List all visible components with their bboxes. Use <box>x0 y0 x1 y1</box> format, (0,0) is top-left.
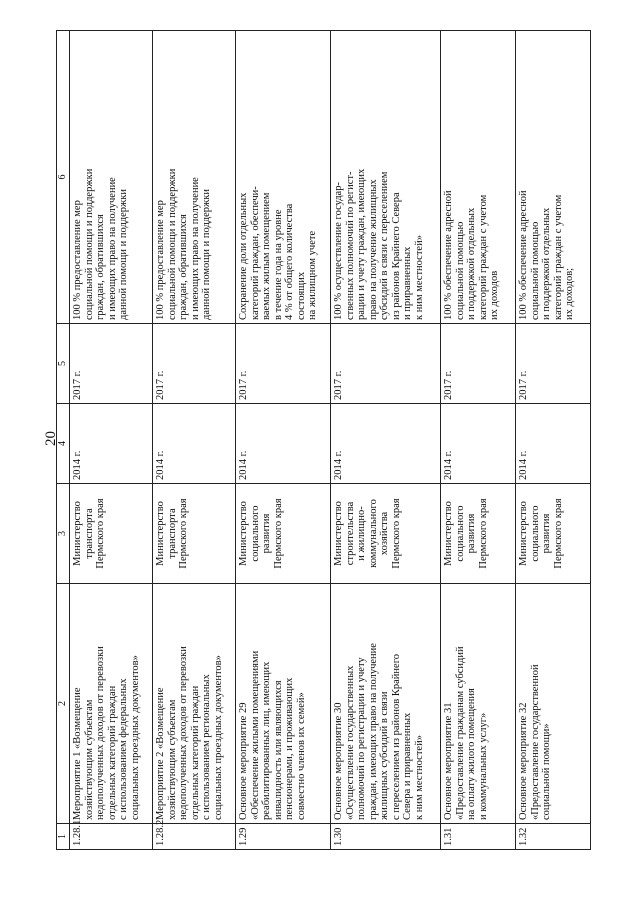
program-activities-table <box>56 30 591 850</box>
table-row <box>441 31 516 850</box>
end-year: 2017 г. <box>441 324 516 404</box>
end-year: 2017 г. <box>153 324 236 404</box>
activity-name: Основное мероприятие 29 «Обеспечение жилыми помещениями реабилитированных лиц, имеющих инвалидность или являющихся пенсионерами, и проживающих совместно членов их семей» <box>236 584 331 824</box>
expected-result: 100 % предоставление мер социальной помощи и поддержки граждан, обратившихся и имеющих право на получение данной помощи и поддержки <box>153 31 236 324</box>
table-row <box>516 31 591 850</box>
expected-result: 100 % обеспечение адресной социальной помощью и поддержкой отдельных категорий граждан с учетом их доходов; <box>516 31 591 324</box>
table-row <box>70 31 153 850</box>
start-year: 2014 г. <box>516 404 591 484</box>
start-year: 2014 г. <box>236 404 331 484</box>
header-col-2: 2 <box>57 584 70 824</box>
table-row <box>331 31 441 850</box>
expected-result: 100 % обеспечение адресной социальной помощью и поддержкой отдельных категорий граждан с учетом их доходов <box>441 31 516 324</box>
rotated-table-sheet <box>56 30 606 850</box>
header-col-6: 6 <box>57 31 70 324</box>
page-number: 20 <box>43 431 59 446</box>
row-number: 1.29 <box>236 824 331 850</box>
executor: Министерство социального развития Пермского края <box>441 484 516 584</box>
expected-result: Сохранение доли отдельных категорий граждан, обеспечи- ваемых жилым помещением в течение года на уровне 4 % от общего количества состоящих на жилищном учете <box>236 31 331 324</box>
end-year: 2017 г. <box>70 324 153 404</box>
row-number: 1.31 <box>441 824 516 850</box>
executor: Министерство строительства и жилищно- коммунального хозяйства Пермского края <box>331 484 441 584</box>
header-col-3: 3 <box>57 484 70 584</box>
row-number: 1.30 <box>331 824 441 850</box>
end-year: 2017 г. <box>331 324 441 404</box>
activity-name: Основное мероприятие 31 «Предоставление гражданам субсидий на оплату жилого помещения и коммунальных услуг» <box>441 584 516 824</box>
end-year: 2017 г. <box>516 324 591 404</box>
activity-name: Основное мероприятие 30 «Осуществление государственных полномочий по регистрации и учету граждан, имеющих право на получение жилищных субсидий в связи с переселением из районов Крайнего Севера и приравненных к ним местностей» <box>331 584 441 824</box>
activity-name: Мероприятие 1 «Возмещение хозяйствующим субъектам недополученных доходов от перевозки отдельных категорий граждан с использованием федеральных социальных проездных документов» <box>70 584 153 824</box>
rotated-table-frame <box>56 30 606 850</box>
expected-result: 100 % осуществление государ- ственных полномочий по регист- рации и учету граждан, имеющих право на получение жилищных субсидий в связи с переселением из районов Крайнего Севера и приравненных к ним местностей» <box>331 31 441 324</box>
row-number: 1.32 <box>516 824 591 850</box>
start-year: 2014 г. <box>153 404 236 484</box>
header-col-1: 1 <box>57 824 70 850</box>
end-year: 2017 г. <box>236 324 331 404</box>
table-row <box>236 31 331 850</box>
start-year: 2014 г. <box>441 404 516 484</box>
activity-name: Мероприятие 2 «Возмещение хозяйствующим субъектам недополученных доходов от перевозки отдельных категорий граждан с использованием региональных социальных проездных документов» <box>153 584 236 824</box>
header-col-5: 5 <box>57 324 70 404</box>
header-row <box>57 31 70 850</box>
executor: Министерство транспорта Пермского края <box>153 484 236 584</box>
executor: Министерство транспорта Пермского края <box>70 484 153 584</box>
table-row <box>153 31 236 850</box>
expected-result: 100 % предоставление мер социальной помощи и поддержки граждан, обратившихся и имеющих право на получение данной помощи и поддержки <box>70 31 153 324</box>
executor: Министерство социального развития Пермского края <box>236 484 331 584</box>
start-year: 2014 г. <box>70 404 153 484</box>
activity-name: Основное мероприятие 32 «Предоставление государственной социальной помощи» <box>516 584 591 824</box>
start-year: 2014 г. <box>331 404 441 484</box>
row-number: 1.28.1 <box>70 824 153 850</box>
header-col-4: 4 <box>57 404 70 484</box>
executor: Министерство социального развития Пермского края <box>516 484 591 584</box>
row-number: 1.28.2 <box>153 824 236 850</box>
